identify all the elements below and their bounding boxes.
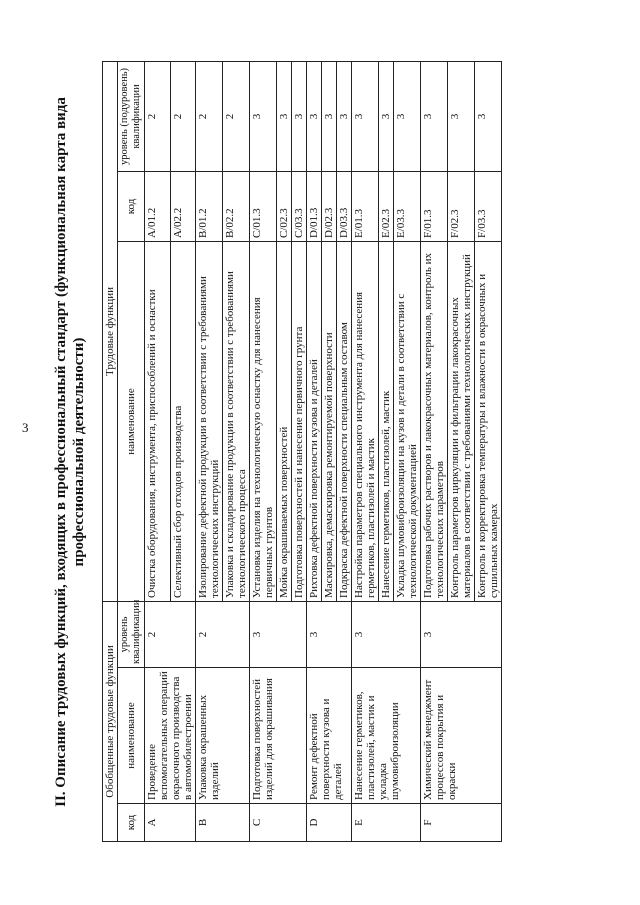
function-code: D/02.3 (322, 171, 337, 241)
col-name-header: наименование (118, 668, 145, 804)
function-code: C/02.3 (277, 171, 292, 241)
col-code-header: код (118, 804, 145, 842)
group-level: 3 (307, 601, 352, 667)
function-name: Маскировка, демаскировка ремонтируемой поверхности (322, 241, 337, 601)
rotated-page-content (52, 62, 612, 842)
group-name: Проведение вспомогательных операций окрасочного производства в автомобилестроении (145, 668, 196, 804)
function-level: 3 (337, 61, 352, 171)
group-name: Химический менеджмент процессов покрытия и окраски (421, 668, 502, 804)
group-code: D (307, 804, 352, 842)
function-code: C/03.3 (292, 171, 307, 241)
function-code: E/02.3 (379, 171, 394, 241)
function-code: D/01.3 (307, 171, 322, 241)
table-body (145, 61, 502, 841)
function-name: Рихтовка дефектной поверхности кузова и деталей (307, 241, 322, 601)
function-level: 3 (292, 61, 307, 171)
col-sublevel-header: уровень (подуровень) квалификации (118, 61, 145, 171)
function-name: Укладка шумовиброизоляции на кузов и детали в соответствии с технологической документацией (394, 241, 421, 601)
function-level: 3 (475, 61, 502, 171)
table-row (145, 61, 171, 841)
header-generalized: Обобщенные трудовые функции (103, 601, 118, 841)
function-name: Настройка параметров специального инструмента для нанесения герметиков, пластизолей и мастик (352, 241, 379, 601)
function-code: A/01.2 (145, 171, 171, 241)
function-code: B/01.2 (196, 171, 223, 241)
function-level: 3 (421, 61, 448, 171)
table-row (352, 61, 379, 841)
function-name: Подкраска дефектной поверхности специальным составом (337, 241, 352, 601)
table-row (250, 61, 277, 841)
function-name: Нанесение герметиков, пластизолей, мастик (379, 241, 394, 601)
function-code: B/02.2 (223, 171, 250, 241)
group-code: F (421, 804, 502, 842)
group-code: E (352, 804, 421, 842)
col-fn-code-header: код (118, 171, 145, 241)
function-level: 3 (250, 61, 277, 171)
group-level: 3 (352, 601, 421, 667)
function-name: Селективный сбор отходов производства (170, 241, 196, 601)
header-labor: Трудовые функции (103, 61, 118, 601)
function-code: C/01.3 (250, 171, 277, 241)
group-level: 2 (196, 601, 250, 667)
function-name: Контроль параметров циркуляции и фильтрации лакокрасочных материалов в соответствии с требованиями технологических инструкций (448, 241, 475, 601)
function-name: Изолирование дефектной продукции в соответствии с требованиями технологических инструкций (196, 241, 223, 601)
group-level: 2 (145, 601, 196, 667)
col-level-header: уровень квалификации (118, 601, 145, 667)
function-code: F/02.3 (448, 171, 475, 241)
function-code: A/02.2 (170, 171, 196, 241)
function-level: 3 (277, 61, 292, 171)
group-name: Нанесение герметиков, пластизолей, мастик и укладка шумовиброизоляции (352, 668, 421, 804)
function-code: D/03.3 (337, 171, 352, 241)
table-row (421, 61, 448, 841)
group-name: Подготовка поверхностей изделий для окрашивания (250, 668, 307, 804)
functional-map-table (102, 61, 502, 842)
table-row (196, 61, 223, 841)
function-name: Очистка оборудования, инструмента, приспособлений и оснастки (145, 241, 171, 601)
page-number: 3 (22, 420, 29, 435)
function-code: F/03.3 (475, 171, 502, 241)
function-level: 2 (196, 61, 223, 171)
function-code: E/01.3 (352, 171, 379, 241)
function-level: 2 (223, 61, 250, 171)
function-level: 3 (379, 61, 394, 171)
group-code: B (196, 804, 250, 842)
group-code: A (145, 804, 196, 842)
function-name: Упаковка и складирование продукции в соответствии с требованиями технологического процесса (223, 241, 250, 601)
function-name: Контроль и корректировка температуры и влажности в окрасочных и сушильных камерах (475, 241, 502, 601)
group-level: 3 (250, 601, 307, 667)
function-name: Мойка окрашиваемых поверхностей (277, 241, 292, 601)
function-code: E/03.3 (394, 171, 421, 241)
function-level: 3 (352, 61, 379, 171)
col-fn-name-header: наименование (118, 241, 145, 601)
group-level: 3 (421, 601, 502, 667)
table-row (307, 61, 322, 841)
function-level: 3 (394, 61, 421, 171)
group-code: C (250, 804, 307, 842)
function-level: 2 (170, 61, 196, 171)
function-name: Подготовка поверхностей и нанесение первичного грунта (292, 241, 307, 601)
group-name: Упаковка окрашенных изделий (196, 668, 250, 804)
function-level: 3 (307, 61, 322, 171)
group-name: Ремонт дефектной поверхности кузова и деталей (307, 668, 352, 804)
function-name: Подготовка рабочих растворов и лакокрасочных материалов, контроль их технологических параметров (421, 241, 448, 601)
function-name: Установка изделия на технологическую оснастку для нанесения первичных грунтов (250, 241, 277, 601)
section-title: II. Описание трудовых функций, входящих в профессиональный стандарт (функциональная карта вида профессиональной деятельности) (53, 97, 87, 807)
function-code: F/01.3 (421, 171, 448, 241)
function-level: 3 (448, 61, 475, 171)
function-level: 2 (145, 61, 171, 171)
function-level: 3 (322, 61, 337, 171)
